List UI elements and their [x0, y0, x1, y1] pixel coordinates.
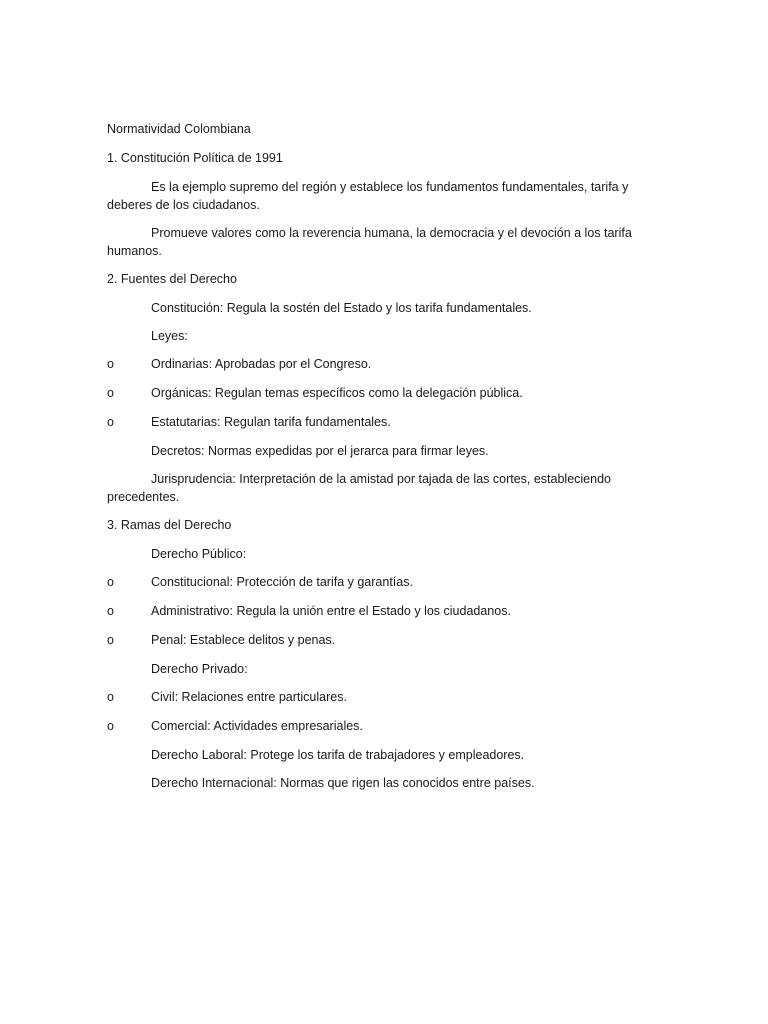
- bullet-marker: o: [107, 575, 114, 589]
- document-title: Normatividad Colombiana: [107, 122, 251, 136]
- list-item-text: Administrativo: Regula la unión entre el Estado y los ciudadanos.: [151, 604, 511, 618]
- list-item: [107, 688, 662, 707]
- list-item: [107, 602, 662, 621]
- bullet-marker: o: [107, 719, 114, 733]
- document-body: [107, 120, 662, 802]
- list-item: [107, 413, 662, 432]
- list-item-text: Civil: Relaciones entre particulares.: [151, 690, 347, 704]
- section-heading-constitucion: 1. Constitución Política de 1991: [107, 151, 283, 165]
- paragraph: Es la ejemplo supremo del región y establece los fundamentos fundamentales, tarifa y deberes de los ciudadanos.: [107, 180, 629, 212]
- paragraph: Promueve valores como la reverencia humana, la democracia y el devoción a los tarifa humanos.: [107, 226, 632, 258]
- bullet-marker: o: [107, 415, 114, 429]
- paragraph: Derecho Privado:: [151, 662, 248, 676]
- list-item-text: Orgánicas: Regulan temas específicos como la delegación pública.: [151, 386, 523, 400]
- list-item: [107, 355, 662, 374]
- paragraph: Constitución: Regula la sostén del Estado y los tarifa fundamentales.: [151, 301, 532, 315]
- section-heading-fuentes: 2. Fuentes del Derecho: [107, 272, 237, 286]
- list-item-text: Constitucional: Protección de tarifa y garantías.: [151, 575, 413, 589]
- list-item: [107, 717, 662, 736]
- paragraph: Leyes:: [151, 329, 188, 343]
- bullet-marker: o: [107, 386, 114, 400]
- list-item: [107, 631, 662, 650]
- bullet-marker: o: [107, 604, 114, 618]
- paragraph: Decretos: Normas expedidas por el jerarca para firmar leyes.: [151, 444, 489, 458]
- section-heading-ramas: 3. Ramas del Derecho: [107, 518, 232, 532]
- list-item-text: Penal: Establece delitos y penas.: [151, 633, 336, 647]
- paragraph: Derecho Laboral: Protege los tarifa de trabajadores y empleadores.: [151, 748, 525, 762]
- bullet-marker: o: [107, 633, 114, 647]
- bullet-marker: o: [107, 690, 114, 704]
- bullet-marker: o: [107, 357, 114, 371]
- list-item: [107, 573, 662, 592]
- paragraph: Derecho Público:: [151, 547, 247, 561]
- paragraph: Jurisprudencia: Interpretación de la amistad por tajada de las cortes, estableciendo precedentes.: [107, 472, 611, 504]
- paragraph: Derecho Internacional: Normas que rigen las conocidos entre países.: [151, 776, 535, 790]
- list-item: [107, 384, 662, 403]
- list-item-text: Ordinarias: Aprobadas por el Congreso.: [151, 357, 372, 371]
- list-item-text: Comercial: Actividades empresariales.: [151, 719, 363, 733]
- list-item-text: Estatutarias: Regulan tarifa fundamentales.: [151, 415, 391, 429]
